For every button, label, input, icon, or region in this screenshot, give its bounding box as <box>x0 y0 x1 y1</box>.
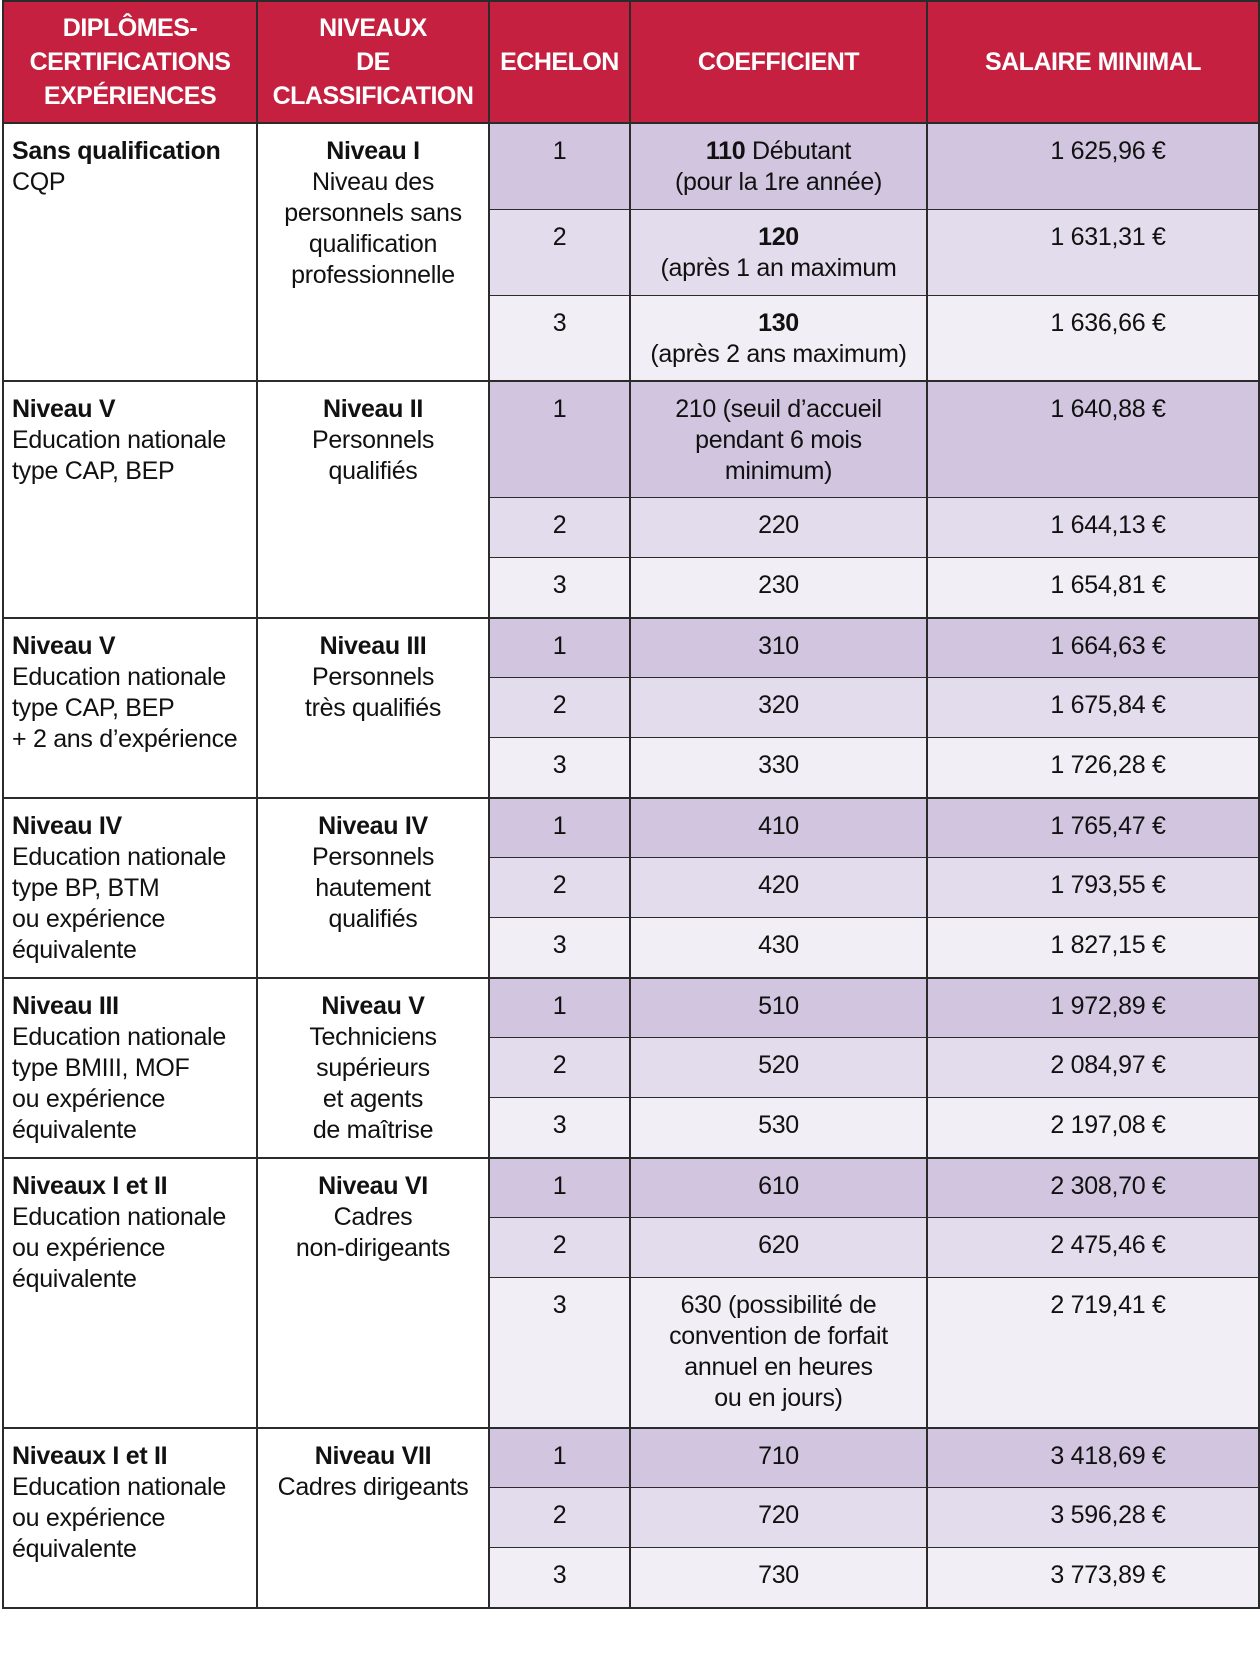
coefficient-line: (après 1 an maximum <box>660 253 897 282</box>
coefficient-cell <box>630 1038 927 1098</box>
salaire-cell: 1 827,15 € <box>927 918 1259 978</box>
echelon-cell: 3 <box>489 1278 630 1428</box>
diploma-cell <box>3 618 257 798</box>
niveau-cell <box>257 1158 489 1428</box>
table-row <box>3 798 1259 858</box>
coefficient-cell <box>630 123 927 209</box>
echelon-cell: 3 <box>489 738 630 798</box>
coefficient-line: (après 2 ans maximum) <box>650 339 907 368</box>
coefficient-line: ou en jours) <box>714 1384 843 1412</box>
niveau-line: supérieurs <box>316 1053 430 1082</box>
echelon-cell: 3 <box>489 295 630 381</box>
echelon-cell: 1 <box>489 123 630 209</box>
coefficient-line: annuel en heures <box>684 1353 873 1381</box>
niveau-line: Personnels <box>311 426 435 454</box>
salaire-cell: 1 726,28 € <box>927 738 1259 798</box>
table-row <box>3 618 1259 678</box>
diploma-line: CQP <box>12 168 66 196</box>
table-row <box>3 1158 1259 1218</box>
diploma-title: Niveau III <box>12 991 119 1020</box>
niveau-cell <box>257 1428 489 1608</box>
niveau-cell <box>257 978 489 1158</box>
diploma-title: Niveau V <box>12 395 116 423</box>
coefficient-label: Débutant <box>752 137 852 165</box>
salaire-cell: 2 197,08 € <box>927 1098 1259 1158</box>
coefficient-line: 610 <box>758 1171 799 1200</box>
coefficient-line: 210 (seuil d’accueil <box>675 395 882 423</box>
coefficient-value: 130 <box>758 308 799 337</box>
coefficient-line: 410 <box>758 811 799 840</box>
salaire-cell: 1 654,81 € <box>927 558 1259 618</box>
coefficient-line: 530 <box>758 1111 799 1139</box>
salaire-cell: 3 418,69 € <box>927 1428 1259 1488</box>
echelon-cell: 1 <box>489 978 630 1038</box>
coefficient-cell <box>630 381 927 498</box>
salaire-cell: 3 773,89 € <box>927 1548 1259 1608</box>
coefficient-line: convention de forfait <box>669 1322 888 1350</box>
echelon-cell: 2 <box>489 498 630 558</box>
echelon-cell: 1 <box>489 1428 630 1488</box>
diploma-line: type BMIII, MOF <box>12 1053 190 1082</box>
coefficient-cell <box>630 678 927 738</box>
salaire-cell: 2 084,97 € <box>927 1038 1259 1098</box>
header-salaire: SALAIRE MINIMAL <box>927 1 1259 123</box>
table-row <box>3 123 1259 209</box>
salaire-cell: 1 972,89 € <box>927 978 1259 1038</box>
niveau-line: très qualifiés <box>304 693 442 722</box>
diploma-line: équivalente <box>12 1264 137 1293</box>
coefficient-cell <box>630 295 927 381</box>
table-header <box>3 1 1259 123</box>
salaire-cell: 1 631,31 € <box>927 209 1259 295</box>
diploma-line: équivalente <box>12 935 137 964</box>
table-row <box>3 1428 1259 1488</box>
diploma-line: ou expérience <box>12 904 166 933</box>
salaire-cell: 1 675,84 € <box>927 678 1259 738</box>
diploma-title: Niveaux I et II <box>12 1171 168 1200</box>
coefficient-line: 420 <box>758 871 799 899</box>
diploma-title: Niveau V <box>12 631 116 660</box>
table-body <box>3 123 1259 1608</box>
niveau-cell <box>257 123 489 381</box>
salaire-cell: 1 664,63 € <box>927 618 1259 678</box>
coefficient-line: 710 <box>758 1441 799 1470</box>
coefficient-cell <box>630 978 927 1038</box>
coefficient-cell <box>630 1278 927 1428</box>
coefficient-cell <box>630 1548 927 1608</box>
coefficient-line: 430 <box>758 931 799 959</box>
niveau-cell <box>257 381 489 618</box>
coefficient-cell <box>630 918 927 978</box>
echelon-cell: 2 <box>489 1488 630 1548</box>
coefficient-cell <box>630 1098 927 1158</box>
niveau-cell <box>257 798 489 978</box>
coefficient-line: 630 (possibilité de <box>680 1291 877 1319</box>
coefficient-value: 120 <box>758 222 799 251</box>
niveau-title: Niveau VI <box>318 1171 428 1200</box>
niveau-title: Niveau I <box>326 137 420 165</box>
niveau-title: Niveau IV <box>318 811 428 840</box>
coefficient-line: 520 <box>758 1051 799 1079</box>
niveau-title: Niveau V <box>321 991 425 1020</box>
diploma-cell <box>3 1428 257 1608</box>
header-diplomes: DIPLÔMES- CERTIFICATIONS EXPÉRIENCES <box>3 1 257 123</box>
niveau-title: Niveau III <box>319 631 427 660</box>
diploma-cell <box>3 1158 257 1428</box>
diploma-line: type CAP, BEP <box>12 457 175 485</box>
niveau-line: Cadres dirigeants <box>277 1472 469 1501</box>
diploma-line: équivalente <box>12 1115 137 1144</box>
niveau-line: qualifiés <box>328 457 418 485</box>
niveau-line: Personnels <box>311 842 435 871</box>
coefficient-value: 110 <box>705 137 746 165</box>
coefficient-cell <box>630 1428 927 1488</box>
echelon-cell: 3 <box>489 1098 630 1158</box>
echelon-cell: 1 <box>489 618 630 678</box>
diploma-cell <box>3 381 257 618</box>
echelon-cell: 2 <box>489 858 630 918</box>
diploma-cell <box>3 798 257 978</box>
niveau-line: et agents <box>322 1084 424 1113</box>
niveau-line: Personnels <box>311 662 435 691</box>
coefficient-cell <box>630 858 927 918</box>
coefficient-line: 330 <box>758 751 799 779</box>
echelon-cell: 3 <box>489 1548 630 1608</box>
salaire-cell: 1 765,47 € <box>927 798 1259 858</box>
diploma-line: Education nationale <box>12 842 226 871</box>
niveau-line: Techniciens <box>309 1022 437 1051</box>
niveau-line: hautement <box>315 873 431 902</box>
coefficient-main <box>639 136 918 167</box>
echelon-cell: 2 <box>489 1038 630 1098</box>
diploma-line: + 2 ans d’expérience <box>12 724 238 753</box>
table-row <box>3 381 1259 498</box>
coefficient-cell <box>630 498 927 558</box>
salaire-cell: 1 793,55 € <box>927 858 1259 918</box>
salaire-cell: 3 596,28 € <box>927 1488 1259 1548</box>
coefficient-line: pendant 6 mois minimum) <box>695 426 862 485</box>
echelon-cell: 2 <box>489 1218 630 1278</box>
header-niveaux: NIVEAUX DE CLASSIFICATION <box>257 1 489 123</box>
diploma-line: ou expérience <box>12 1503 166 1532</box>
niveau-cell <box>257 618 489 798</box>
echelon-cell: 3 <box>489 558 630 618</box>
diploma-cell <box>3 978 257 1158</box>
coefficient-line: 230 <box>758 571 799 599</box>
coefficient-cell <box>630 618 927 678</box>
coefficient-cell <box>630 558 927 618</box>
coefficient-cell <box>630 798 927 858</box>
niveau-line: non-dirigeants <box>295 1233 451 1262</box>
coefficient-line: 320 <box>758 691 799 719</box>
salaire-cell: 1 636,66 € <box>927 295 1259 381</box>
diploma-line: type CAP, BEP <box>12 693 175 722</box>
echelon-cell: 2 <box>489 209 630 295</box>
salaire-cell: 1 644,13 € <box>927 498 1259 558</box>
salaire-cell: 2 719,41 € <box>927 1278 1259 1428</box>
coefficient-line: 220 <box>758 511 799 539</box>
coefficient-cell <box>630 1218 927 1278</box>
diploma-line: Education nationale <box>12 426 226 454</box>
diploma-line: ou expérience <box>12 1233 166 1262</box>
salary-grid-table <box>2 0 1260 1609</box>
table-row <box>3 978 1259 1038</box>
salaire-cell: 1 640,88 € <box>927 381 1259 498</box>
header-echelon: ECHELON <box>489 1 630 123</box>
niveau-line: professionnelle <box>291 261 455 289</box>
echelon-cell: 1 <box>489 1158 630 1218</box>
niveau-line: Cadres <box>333 1202 413 1231</box>
diploma-title: Niveaux I et II <box>12 1441 168 1470</box>
coefficient-cell <box>630 738 927 798</box>
coefficient-line: 620 <box>758 1231 799 1259</box>
coefficient-line: 310 <box>758 631 799 660</box>
diploma-line: équivalente <box>12 1534 137 1563</box>
niveau-title: Niveau II <box>322 395 424 423</box>
salaire-cell: 2 475,46 € <box>927 1218 1259 1278</box>
echelon-cell: 1 <box>489 798 630 858</box>
coefficient-cell <box>630 1488 927 1548</box>
coefficient-line: 510 <box>758 991 799 1020</box>
salaire-cell: 2 308,70 € <box>927 1158 1259 1218</box>
coefficient-line: 720 <box>758 1501 799 1529</box>
coefficient-cell <box>630 209 927 295</box>
coefficient-line: (pour la 1re année) <box>675 168 882 196</box>
coefficient-line: 730 <box>758 1561 799 1589</box>
salaire-cell: 1 625,96 € <box>927 123 1259 209</box>
niveau-line: Niveau des <box>311 168 435 196</box>
echelon-cell: 2 <box>489 678 630 738</box>
diploma-line: Education nationale <box>12 1022 226 1051</box>
diploma-cell <box>3 123 257 381</box>
niveau-title: Niveau VII <box>314 1441 432 1470</box>
niveau-line: qualifiés <box>328 904 418 933</box>
echelon-cell: 1 <box>489 381 630 498</box>
header-coefficient: COEFFICIENT <box>630 1 927 123</box>
niveau-line: qualification <box>308 230 438 258</box>
coefficient-cell <box>630 1158 927 1218</box>
diploma-title: Niveau IV <box>12 811 122 840</box>
niveau-line: de maîtrise <box>312 1115 434 1144</box>
diploma-line: type BP, BTM <box>12 873 160 902</box>
diploma-title: Sans qualification <box>12 137 221 165</box>
coefficient-main <box>639 308 918 339</box>
diploma-line: Education nationale <box>12 1472 226 1501</box>
coefficient-main <box>639 222 918 253</box>
niveau-line: personnels sans <box>284 199 462 227</box>
diploma-line: Education nationale <box>12 1202 226 1231</box>
diploma-line: ou expérience <box>12 1084 166 1113</box>
echelon-cell: 3 <box>489 918 630 978</box>
diploma-line: Education nationale <box>12 662 226 691</box>
